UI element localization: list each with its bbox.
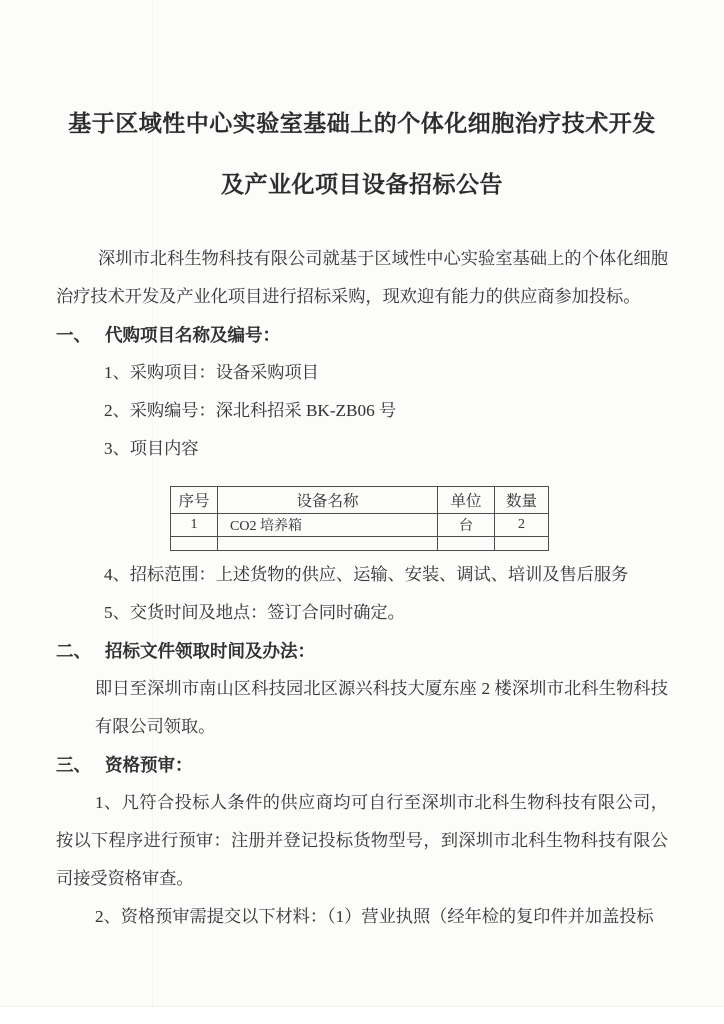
section-2-number: 二、 <box>56 641 91 661</box>
section-3-paragraph-1: 1、凡符合投标人条件的供应商均可自行至深圳市北科生物科技有限公司，按以下程序进行预审：注册并登记投标货物型号，到深圳市北科生物科技有限公司接受资格审查。 <box>56 793 668 888</box>
cell-unit-empty <box>438 537 495 551</box>
document-title-line-2: 及产业化项目设备招标公告 <box>221 172 503 197</box>
document-title <box>56 93 668 215</box>
cell-quantity: 2 <box>495 514 549 537</box>
cell-equipment-name: CO2 培养箱 <box>218 514 438 537</box>
section-2-title: 招标文件领取时间及办法： <box>105 641 315 661</box>
section-2-body: 即日至深圳市南山区科技园北区源兴科技大厦东座 2 楼深圳市北科生物科技有限公司领取。 <box>95 679 668 736</box>
section-1-item-3: 3、项目内容 <box>104 439 199 458</box>
column-header-equipment-name: 设备名称 <box>218 487 438 514</box>
section-3-heading <box>56 746 668 784</box>
column-header-index: 序号 <box>171 487 218 514</box>
section-3-title: 资格预审： <box>105 755 193 775</box>
intro-paragraph: 深圳市北科生物科技有限公司就基于区域性中心实验室基础上的个体化细胞治疗技术开发及产业化项目进行招标采购，现欢迎有能力的供应商参加投标。 <box>56 249 668 306</box>
table-row <box>171 514 549 537</box>
section-2-heading <box>56 632 668 670</box>
section-3-paragraph-2: 2、资格预审需提交以下材料：（1）营业执照（经年检的复印件并加盖投标 <box>95 907 654 926</box>
equipment-table-header-row <box>171 487 549 514</box>
table-row-empty <box>171 537 549 551</box>
scan-bottom-margin <box>0 1007 724 1024</box>
equipment-table <box>170 486 549 551</box>
section-1-item-2: 2、采购编号：深北科招采 BK-ZB06 号 <box>104 401 397 420</box>
section-3-number: 三、 <box>56 755 91 775</box>
section-1-item-5: 5、交货时间及地点：签订合同时确定。 <box>104 603 405 622</box>
section-1-title: 代购项目名称及编号： <box>105 325 280 345</box>
cell-unit: 台 <box>438 514 495 537</box>
cell-index: 1 <box>171 514 218 537</box>
cell-quantity-empty <box>495 537 549 551</box>
section-1-number: 一、 <box>56 325 91 345</box>
section-1-item-4: 4、招标范围：上述货物的供应、运输、安装、调试、培训及售后服务 <box>104 565 629 584</box>
document-title-line-1: 基于区域性中心实验室基础上的个体化细胞治疗技术开发 <box>68 111 656 136</box>
section-1-item-1: 1、采购项目：设备采购项目 <box>104 363 319 382</box>
cell-index-empty <box>171 537 218 551</box>
cell-equipment-name-empty <box>218 537 438 551</box>
column-header-quantity: 数量 <box>495 487 549 514</box>
section-1-heading <box>56 316 668 354</box>
column-header-unit: 单位 <box>438 487 495 514</box>
